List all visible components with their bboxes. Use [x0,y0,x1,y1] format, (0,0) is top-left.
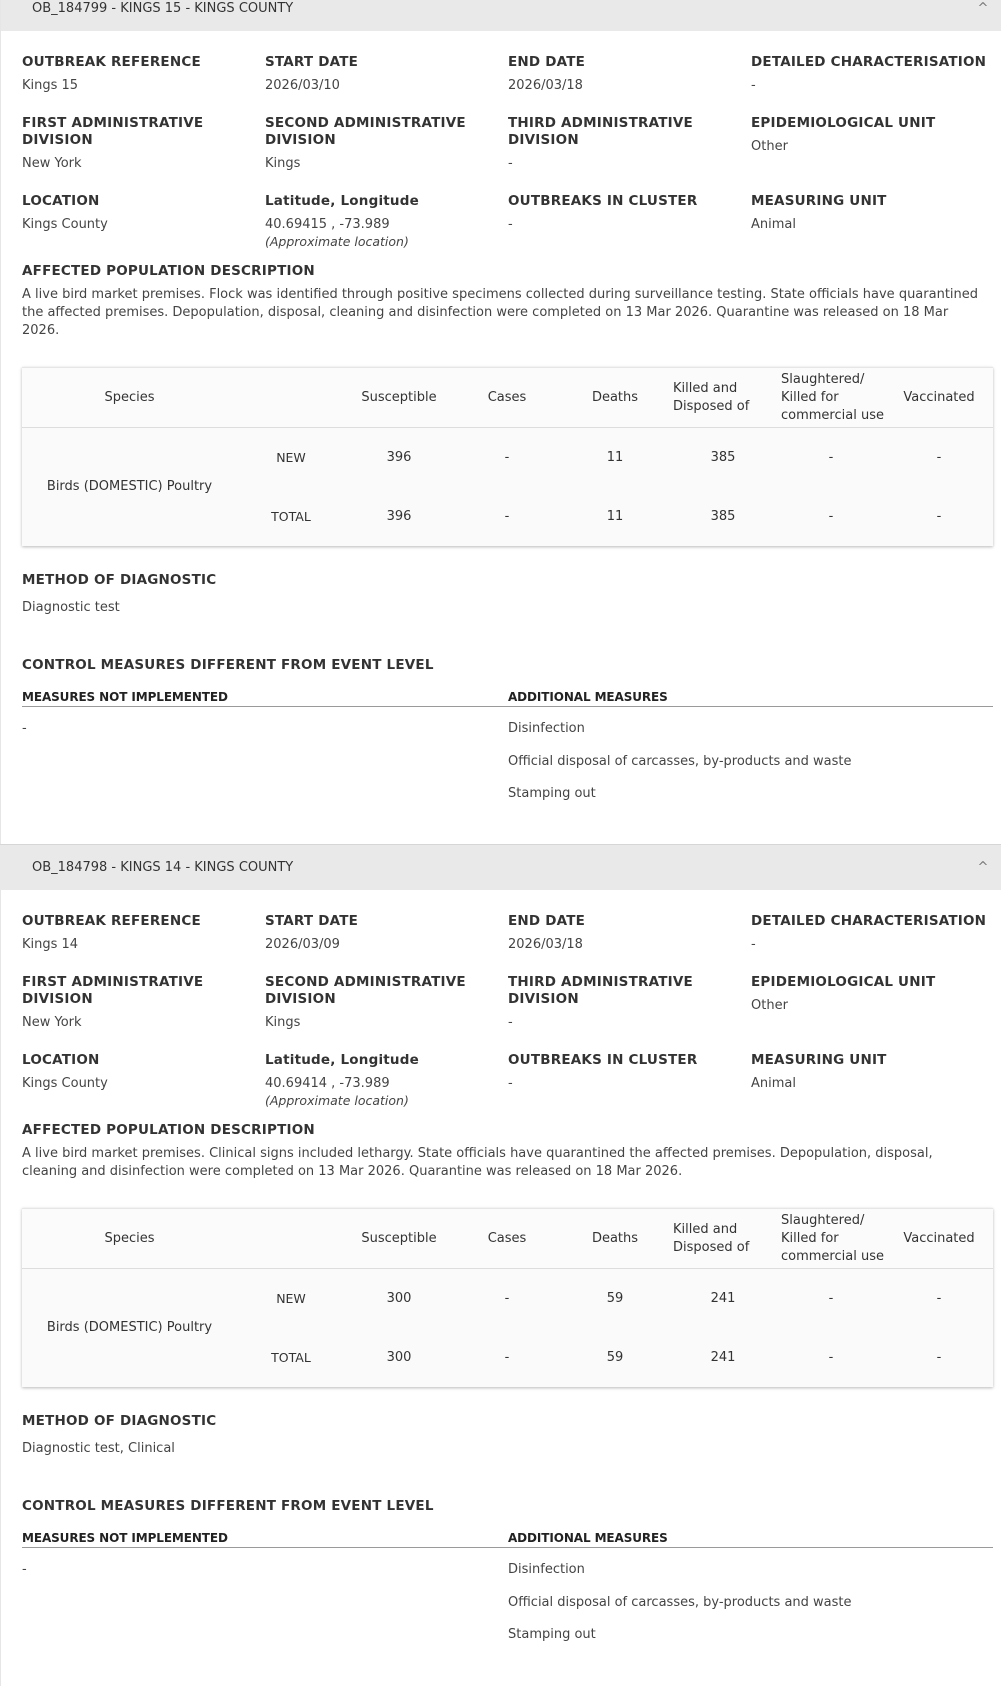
detailed-characterisation-value: - [751,78,756,93]
species-table [22,1208,993,1387]
end-date [508,913,751,974]
species-cell: Birds (DOMESTIC) Poultry [46,1320,213,1335]
outbreak-reference-value: Kings 14 [22,937,79,952]
second-admin-division [265,974,508,1052]
species-cell: Birds (DOMESTIC) Poultry [46,479,213,494]
second-admin-label: SECOND ADMINISTRATIVE DIVISION [265,974,466,1007]
table-header [22,368,993,428]
additional-measure: Official disposal of carcasses, by-products and waste [508,1594,852,1610]
table-row [237,1328,993,1387]
info-row [22,193,993,263]
lat-long-label: Latitude, Longitude [265,193,419,209]
outbreak-reference-value: Kings 15 [22,78,79,93]
lat-long-value: 40.69415 , -73.989 [265,217,390,232]
start-date-label: START DATE [265,913,359,929]
row-type-new: NEW [276,1291,306,1306]
control-measures-label: CONTROL MEASURES DIFFERENT FROM EVENT LEVEL [22,657,434,673]
species-table [22,367,993,546]
chevron-up-icon[interactable]: ^ [977,1,989,16]
start-date-label: START DATE [265,54,359,70]
additional-measures-header: ADDITIONAL MEASURES [508,690,668,704]
cell-killed: 385 [710,509,736,524]
outbreaks-in-cluster-value: - [508,1076,513,1091]
end-date-label: END DATE [508,913,586,929]
info-row [22,31,993,115]
measuring-unit-label: MEASURING UNIT [751,1052,887,1068]
lat-long-value: 40.69414 , -73.989 [265,1076,390,1091]
cell-susceptible: 396 [386,509,412,524]
chevron-up-icon[interactable]: ^ [977,860,989,875]
epidemiological-unit [751,974,994,1052]
outbreaks-in-cluster-label: OUTBREAKS IN CLUSTER [508,1052,698,1068]
measures-header [22,690,993,707]
affected-population-text: A live bird market premises. Flock was identified through positive specimens collected during surveillance testing. State officials have quarantined the affected premises. Depopulation, disposal, cleaning and disinfection were completed on 13 Mar 2026. Quarantine was released on 18 Mar 2026. [22,287,979,338]
affected-population-text: A live bird market premises. Clinical signs included lethargy. State officials have quarantined the affected premises. Depopulation, disposal, cleaning and disinfection were completed on 13 Mar 2026. Quarantine was released on 18 Mar 2026. [22,1146,933,1179]
header-killed-disposed: Killed and Disposed of [673,1221,750,1255]
measures-header [22,1531,993,1548]
location-label: LOCATION [22,1052,100,1068]
header-vaccinated: Vaccinated [903,389,975,405]
method-label: METHOD OF DIAGNOSTIC [22,1413,217,1429]
header-cases: Cases [487,389,527,405]
cell-slaughtered: - [828,509,834,524]
header-killed-disposed: Killed and Disposed of [673,380,750,414]
table-body [22,1269,993,1387]
header-deaths: Deaths [591,1230,639,1246]
measures-not-implemented-header: MEASURES NOT IMPLEMENTED [22,690,228,704]
end-date-value: 2026/03/18 [508,78,583,93]
info-row [22,890,993,974]
cell-deaths: 59 [606,1291,624,1306]
header-susceptible: Susceptible [361,389,437,405]
cell-cases: - [504,509,510,524]
outbreaks-in-cluster [508,193,751,263]
first-admin-value: New York [22,156,82,171]
location-label: LOCATION [22,193,100,209]
cell-cases: - [504,450,510,465]
measuring-unit [751,1052,994,1122]
third-admin-value: - [508,156,513,171]
epi-unit-label: EPIDEMIOLOGICAL UNIT [751,115,936,131]
control-measures-label: CONTROL MEASURES DIFFERENT FROM EVENT LEVEL [22,1498,434,1514]
measures-not-implemented-value: - [22,1562,27,1577]
third-admin-label: THIRD ADMINISTRATIVE DIVISION [508,115,693,148]
affected-population-label: AFFECTED POPULATION DESCRIPTION [22,1122,315,1138]
measuring-unit-value: Animal [751,1076,796,1091]
detailed-characterisation-label: DETAILED CHARACTERISATION [751,54,987,70]
end-date [508,54,751,115]
measures-list [22,1548,993,1646]
start-date [265,54,508,115]
header-slaughtered: Slaughtered/ Killed for commercial use [781,371,884,423]
row-type-total: TOTAL [271,509,311,524]
cell-susceptible: 396 [386,450,412,465]
second-admin-label: SECOND ADMINISTRATIVE DIVISION [265,115,466,148]
header-vaccinated: Vaccinated [903,1230,975,1246]
method-value: Diagnostic test [22,600,120,615]
cell-cases: - [504,1291,510,1306]
approx-location-note: (Approximate location) [265,1093,409,1108]
table-header [22,1209,993,1269]
cell-deaths: 11 [606,450,624,465]
cell-vaccinated: - [936,450,942,465]
outbreak-body [0,31,1001,856]
cell-susceptible: 300 [386,1350,412,1365]
second-admin-value: Kings [265,156,301,171]
start-date-value: 2026/03/10 [265,78,340,93]
outbreak-reference [22,913,265,974]
info-row [22,115,993,193]
first-admin-division [22,115,265,193]
method-of-diagnostic [22,572,993,616]
outbreak-reference-label: OUTBREAK REFERENCE [22,54,201,70]
cell-deaths: 11 [606,509,624,524]
start-date-value: 2026/03/09 [265,937,340,952]
additional-measure: Disinfection [508,721,585,736]
third-admin-value: - [508,1015,513,1030]
outbreak-header[interactable] [0,844,1001,890]
cell-killed: 241 [710,1350,736,1365]
outbreaks-in-cluster-value: - [508,217,513,232]
third-admin-label: THIRD ADMINISTRATIVE DIVISION [508,974,693,1007]
additional-measure: Disinfection [508,1562,585,1577]
header-deaths: Deaths [591,389,639,405]
epidemiological-unit [751,115,994,193]
measuring-unit-value: Animal [751,217,796,232]
cell-slaughtered: - [828,1291,834,1306]
measures-not-implemented-header: MEASURES NOT IMPLEMENTED [22,1531,228,1545]
lat-long-label: Latitude, Longitude [265,1052,419,1068]
additional-measure: Official disposal of carcasses, by-products and waste [508,753,852,769]
header-cases: Cases [487,1230,527,1246]
location [22,1052,265,1122]
outbreak-reference [22,54,265,115]
cell-slaughtered: - [828,1350,834,1365]
epi-unit-label: EPIDEMIOLOGICAL UNIT [751,974,936,990]
location-value: Kings County [22,1076,108,1091]
method-value: Diagnostic test, Clinical [22,1441,175,1456]
first-admin-label: FIRST ADMINISTRATIVE DIVISION [22,974,204,1007]
cell-deaths: 59 [606,1350,624,1365]
cell-vaccinated: - [936,1350,942,1365]
end-date-label: END DATE [508,54,586,70]
method-label: METHOD OF DIAGNOSTIC [22,572,217,588]
cell-vaccinated: - [936,509,942,524]
outbreaks-in-cluster-label: OUTBREAKS IN CLUSTER [508,193,698,209]
outbreak-header[interactable] [0,0,1001,31]
approx-location-note: (Approximate location) [265,234,409,249]
cell-killed: 385 [710,450,736,465]
outbreak-panel [0,844,1001,1646]
first-admin-value: New York [22,1015,82,1030]
detailed-characterisation-label: DETAILED CHARACTERISATION [751,913,987,929]
info-row [22,1052,993,1122]
lat-long [265,1052,508,1122]
detailed-characterisation [751,913,994,974]
additional-measures-header: ADDITIONAL MEASURES [508,1531,668,1545]
cell-slaughtered: - [828,450,834,465]
location-value: Kings County [22,217,108,232]
cell-vaccinated: - [936,1291,942,1306]
second-admin-value: Kings [265,1015,301,1030]
header-susceptible: Susceptible [361,1230,437,1246]
cell-killed: 241 [710,1291,736,1306]
second-admin-division [265,115,508,193]
header-species: Species [104,1230,155,1246]
epi-unit-value: Other [751,139,788,154]
third-admin-division [508,115,751,193]
outbreaks-in-cluster [508,1052,751,1122]
info-row [22,974,993,1052]
table-row [237,487,993,546]
measures-list [22,707,993,805]
method-of-diagnostic [22,1413,993,1457]
additional-measure: Stamping out [508,786,596,801]
row-type-new: NEW [276,450,306,465]
table-row [237,1269,993,1328]
third-admin-division [508,974,751,1052]
end-date-value: 2026/03/18 [508,937,583,952]
detailed-characterisation [751,54,994,115]
outbreak-reference-label: OUTBREAK REFERENCE [22,913,201,929]
header-species: Species [104,389,155,405]
affected-population-label: AFFECTED POPULATION DESCRIPTION [22,263,315,279]
cell-susceptible: 300 [386,1291,412,1306]
measuring-unit-label: MEASURING UNIT [751,193,887,209]
lat-long [265,193,508,263]
measuring-unit [751,193,994,263]
start-date [265,913,508,974]
outbreak-body [0,890,1001,1646]
outbreak-title: OB_184799 - KINGS 15 - KINGS COUNTY [32,1,294,16]
first-admin-division [22,974,265,1052]
row-type-total: TOTAL [271,1350,311,1365]
first-admin-label: FIRST ADMINISTRATIVE DIVISION [22,115,204,148]
additional-measure: Stamping out [508,1627,596,1642]
cell-cases: - [504,1350,510,1365]
outbreak-title: OB_184798 - KINGS 14 - KINGS COUNTY [32,860,294,875]
table-row [237,428,993,487]
detailed-characterisation-value: - [751,937,756,952]
table-body [22,428,993,546]
header-slaughtered: Slaughtered/ Killed for commercial use [781,1212,884,1264]
location [22,193,265,263]
epi-unit-value: Other [751,998,788,1013]
measures-not-implemented-value: - [22,721,27,736]
